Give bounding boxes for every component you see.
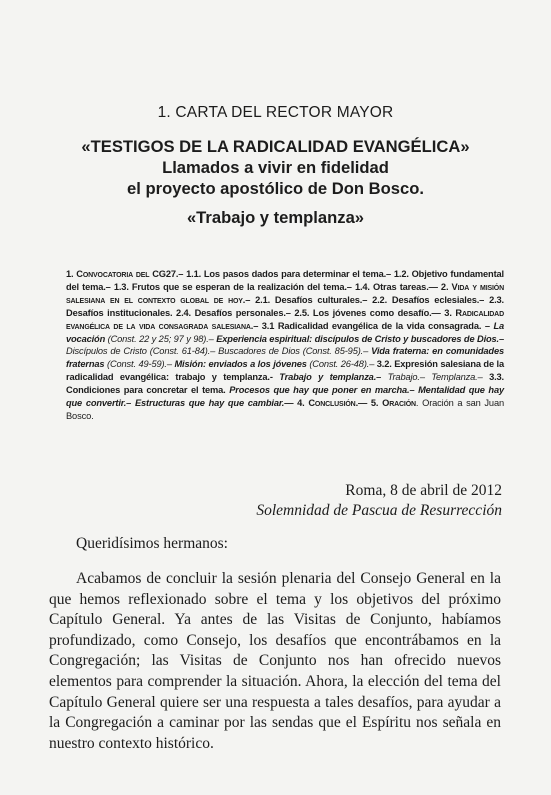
summary-seg-7: .– 3.1 Radicalidad evangélica de la vida consagrada. – [250,320,494,331]
summary-seg-6: Radicalidad evangélica de la vida consagrada salesiana [66,307,504,331]
summary-seg-18: Trabajo.– Templanza.– [381,372,490,383]
summary-seg-2: Convocatoria del [76,269,153,279]
summary-seg-17: Trabajo y templanza.– [279,372,382,383]
summary-seg-23: .— 5. [355,398,383,409]
summary-seg-19: 3.3. Condiciones para concretar el tema. [66,372,504,396]
place-date: Roma, 8 de abril de 2012 [345,482,502,499]
summary-paragraph [66,268,504,423]
summary-seg-11: Discípulos de Cristo (Const. 61-84).– Buscadores de Dios (Const. 85-95).– [66,346,372,357]
summary-seg-1: 1. [66,269,77,279]
title-line-1: «TESTIGOS DE LA RADICALIDAD EVANGÉLICA» [81,137,470,156]
dateline [256,481,502,521]
body-paragraph: Acabamos de concluir la sesión plenaria del Consejo General en la que hemos reflexionado sobre el tema y los objetivos del próximo Capítulo General. Ya antes de las Visitas de Conjunto, habíamos profundizado, como Consejo, los desafíos que encontrábamos en la Congregación; las Visitas de Conjunto nos han ofrecido nuevos elementos para comprender la situación. Ahora, la elección del tema del Capítulo General quiere ser una respuesta a tales desafíos, para ayudar a la Congregación a caminar por las sendas que el Espíritu nos señala en nuestro contexto histórico. [49,570,501,752]
greeting: Queridísimos hermanos: [76,535,228,552]
summary-seg-22: Conclusión [308,398,356,409]
summary-seg-21: — 4. [284,398,309,409]
subtitle: «Trabajo y templanza» [186,208,365,227]
summary-seg-3: CG27.– 1.1. Los pasos dados para determinar el tema.– 1.2. Objetivo fundamental del tema.– 1.3. Frutos que se esperan de la realización del tema.– 1.4. Otras tareas.— 2. [66,269,504,292]
letter-title-block [0,136,551,228]
summary-seg-9: (Const. 22 y 25; 97 y 98).– [105,333,217,344]
summary-seg-12: Vida fraterna: en comunidades fraternas [66,346,505,370]
summary-seg-13: (Const. 49-59).– [104,359,175,370]
summary-seg-4: Vida y misión salesiana en el contexto global de hoy [66,281,504,305]
summary-seg-8: La vocación [66,320,504,344]
summary-seg-16: 3.2. Expresión salesiana de la radicalidad evangélica: trabajo y templanza.- [66,359,504,383]
summary-seg-24: Oración [382,398,416,409]
summary-seg-14: Misión: enviados a los jóvenes [174,359,307,370]
title-line-3: el proyecto apostólico de Don Bosco. [127,179,424,198]
occasion: Solemnidad de Pascua de Resurrección [256,502,502,519]
title-line-2: Llamados a vivir en fidelidad [162,158,389,177]
summary-seg-15: (Const. 26-48).– [306,359,377,370]
summary-seg-20: Procesos que hay que poner en marcha.– Mentalidad que hay que convertir.– Estructuras que hay que cambiar. [66,385,504,409]
summary-seg-25: . Oración a san Juan Bosco. [66,398,504,421]
summary-seg-5: .– 2.1. Desafíos culturales.– 2.2. Desafíos eclesiales.– 2.3. Desafíos institucionales. 2.4. Desafíos personales.– 2.5. Los jóvenes como desafío.— 3. [66,294,504,318]
summary-seg-10: Experiencia espiritual: discípulos de Cristo y buscadores de Dios.– [216,333,505,344]
section-title: 1. CARTA DEL RECTOR MAYOR [157,104,394,121]
